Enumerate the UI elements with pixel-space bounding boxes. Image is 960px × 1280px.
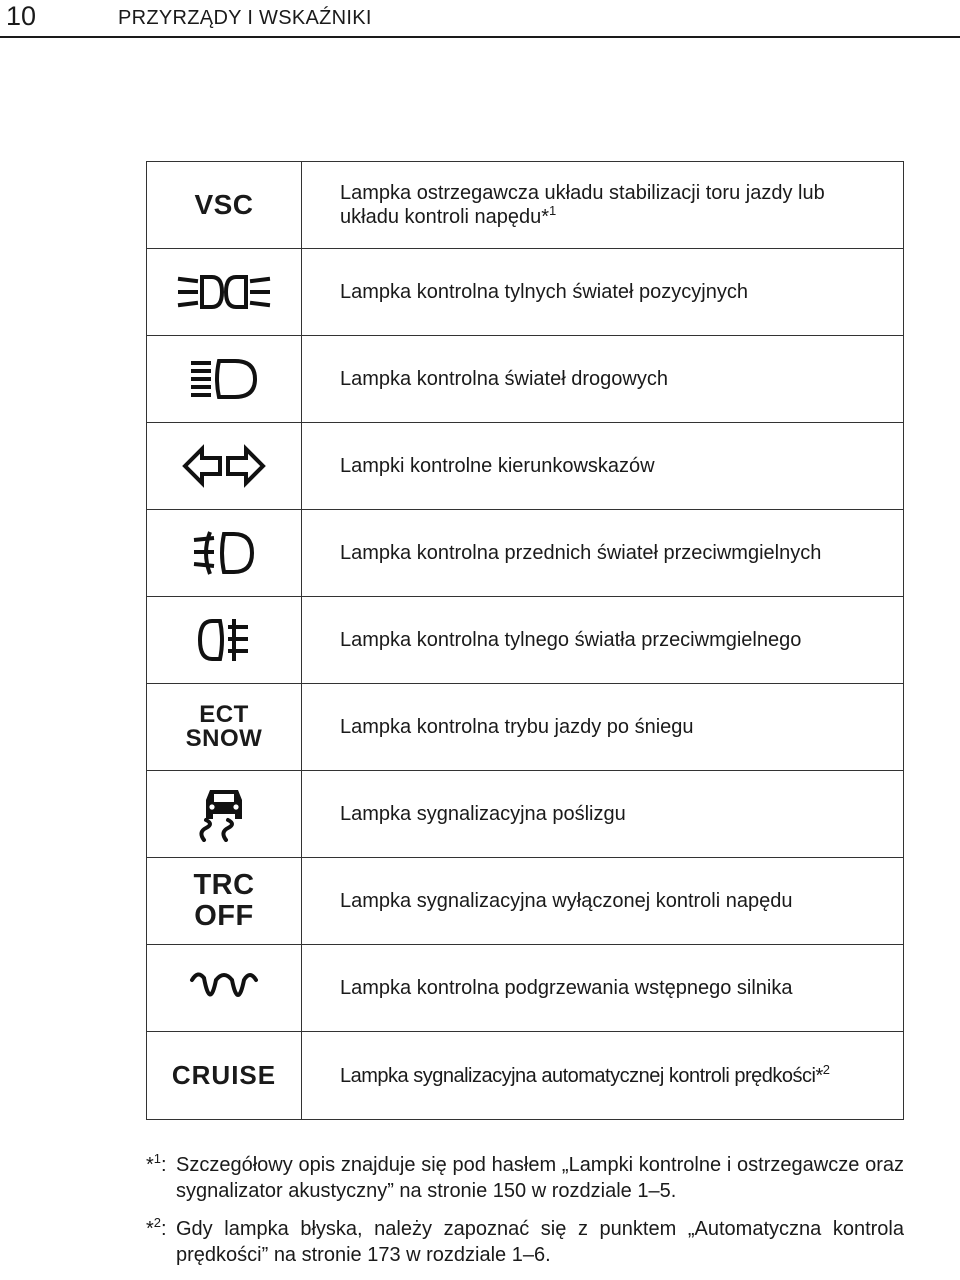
table-row: [147, 597, 904, 684]
row-text: Lampka sygnalizacyjna wyłączonej kontroli napędu: [340, 890, 793, 912]
ect-snow-text-icon: [186, 703, 263, 751]
row-text: Lampka kontrolna tylnego światła przeciwmgielnego: [340, 629, 802, 651]
table-row: [147, 423, 904, 510]
text-cell: [302, 510, 904, 597]
icon-text-line: TRC: [193, 869, 255, 901]
row-text: Lampka kontrolna przednich świateł przeciwmgielnych: [340, 542, 822, 564]
page-header: [0, 0, 960, 38]
icon-cell: [147, 336, 302, 423]
table-row: [147, 945, 904, 1032]
section-title: PRZYRZĄDY I WSKAŹNIKI: [118, 7, 372, 29]
row-text: Lampka kontrolna świateł drogowych: [340, 368, 668, 390]
indicator-table: [146, 161, 904, 1120]
skid-car-icon: [196, 786, 252, 842]
footnote-text: Gdy lampka błyska, należy zapoznać się z punktem „Automatyczna kontrola prędkości” na stronie 173 w rozdziale 1–6.: [176, 1218, 904, 1266]
text-cell: [302, 945, 904, 1032]
row-text: Lampka kontrolna tylnych świateł pozycyjnych: [340, 281, 748, 303]
row-text: Lampki kontrolne kierunkowskazów: [340, 455, 655, 477]
table-row: [147, 162, 904, 249]
icon-text-line: SNOW: [185, 725, 263, 752]
table-row: [147, 684, 904, 771]
rear-fog-light-icon: [196, 615, 252, 665]
row-text: Lampka sygnalizacyjna automatycznej kontroli prędkości*: [340, 1064, 823, 1087]
text-cell: [302, 1032, 904, 1120]
icon-cell: [147, 597, 302, 684]
icon-cell: [147, 945, 302, 1032]
text-cell: [302, 249, 904, 336]
text-cell: [302, 423, 904, 510]
footnote-ref: 1: [549, 203, 557, 218]
text-cell: [302, 771, 904, 858]
table-row: [147, 336, 904, 423]
icon-cell: [147, 771, 302, 858]
table-row: [147, 858, 904, 945]
trc-off-text-icon: [193, 870, 254, 932]
table-row: [147, 771, 904, 858]
row-text: Lampka ostrzegawcza układu stabilizacji toru jazdy lub: [340, 182, 825, 204]
row-text: Lampka kontrolna trybu jazdy po śniegu: [340, 716, 694, 738]
position-lights-icon: [176, 269, 272, 315]
text-cell: [302, 858, 904, 945]
icon-cell: [147, 510, 302, 597]
footnote-mark: *$^2$:: [146, 1215, 167, 1240]
glow-plug-icon: [188, 966, 260, 1010]
row-text: Lampka sygnalizacyjna poślizgu: [340, 803, 626, 825]
footnote-ref: 2: [822, 1061, 830, 1077]
footnote: [146, 1216, 904, 1268]
turn-signal-arrows-icon: [182, 444, 266, 488]
footnotes: [146, 1152, 904, 1280]
row-text: układu kontroli napędu*: [340, 206, 550, 228]
icon-text-line: OFF: [194, 900, 254, 932]
icon-cell: [147, 858, 302, 945]
text-cell: [302, 336, 904, 423]
high-beam-icon: [189, 357, 259, 401]
icon-cell: [147, 684, 302, 771]
icon-cell: [147, 162, 302, 249]
row-text: Lampka kontrolna podgrzewania wstępnego silnika: [340, 977, 793, 999]
icon-text-line: ECT: [199, 701, 249, 728]
table-row: [147, 249, 904, 336]
icon-cell: [147, 249, 302, 336]
front-fog-light-icon: [192, 528, 256, 578]
text-cell: [302, 162, 904, 249]
footnote: [146, 1152, 904, 1204]
icon-cell: [147, 423, 302, 510]
text-cell: [302, 684, 904, 771]
vsc-text-icon: VSC: [194, 188, 254, 220]
text-cell: [302, 597, 904, 684]
table-row: [147, 510, 904, 597]
footnote-mark: *$^1$:: [146, 1151, 167, 1176]
icon-cell: [147, 1032, 302, 1120]
table-row: [147, 1032, 904, 1120]
footnote-text: Szczegółowy opis znajduje się pod hasłem „Lampki kontrolne i ostrzegawcze oraz sygnalizator akustyczny” na stronie 150 w rozdziale 1–5.: [176, 1154, 904, 1202]
page-number: 10: [6, 1, 37, 31]
cruise-text-icon: CRUISE: [171, 1060, 277, 1090]
